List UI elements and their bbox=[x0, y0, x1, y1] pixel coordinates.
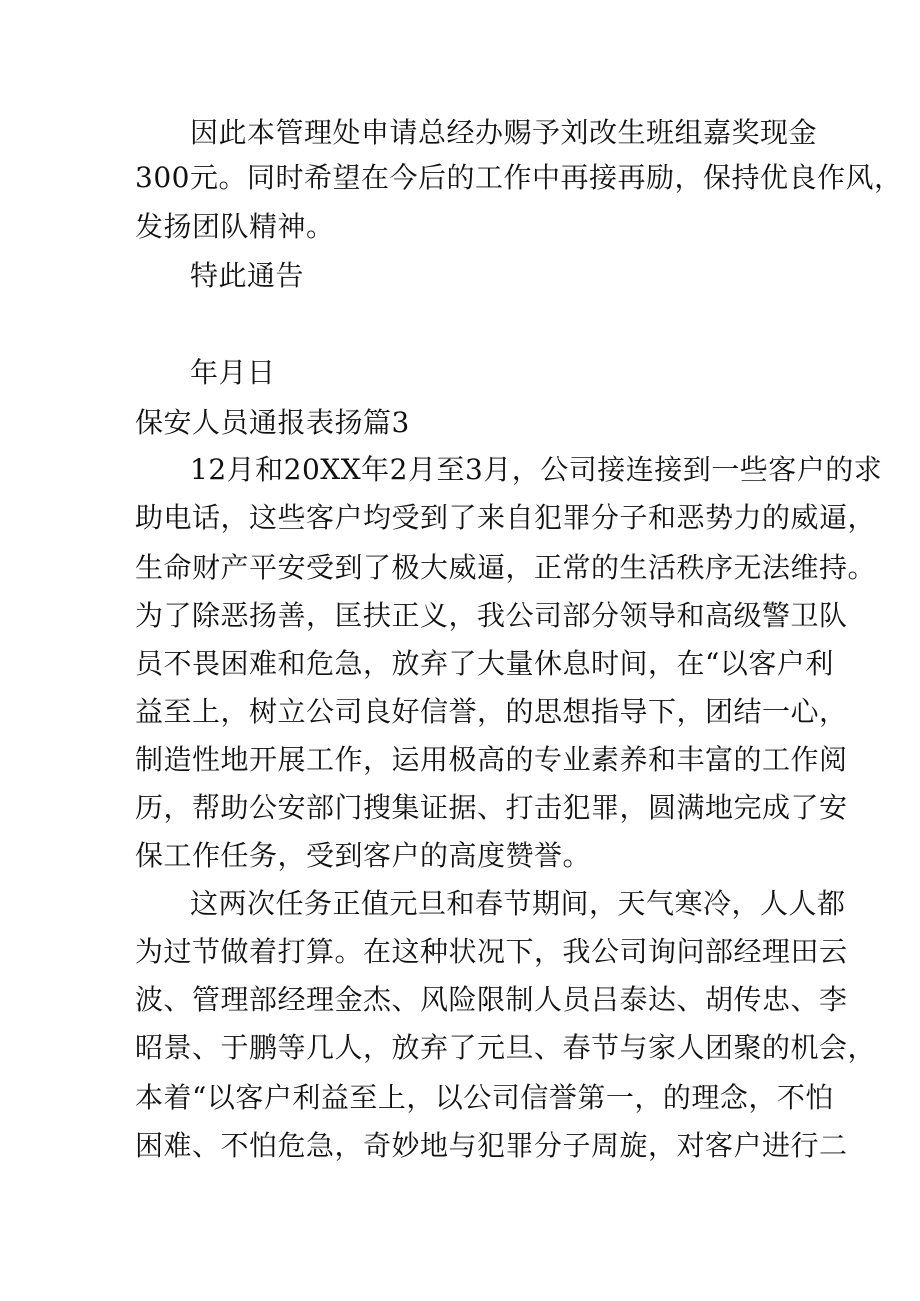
paragraph-line: 300元。同时希望在今后的工作中再接再励，保持优良作风， bbox=[135, 161, 903, 194]
date-line: 年月日 bbox=[190, 356, 276, 389]
section-title: 保安人员通报表扬篇3 bbox=[135, 406, 410, 439]
paragraph-line: 发扬团队精神。 bbox=[135, 210, 335, 243]
paragraph-line: 生命财产平安受到了极大威逼，正常的生活秩序无法维持。 bbox=[135, 551, 877, 584]
paragraph-line: 为过节做着打算。在这种状况下，我公司询问部经理田云 bbox=[135, 935, 848, 968]
paragraph-line: 历，帮助公安部门搜集证据、打击犯罪，圆满地完成了安 bbox=[135, 791, 848, 824]
paragraph-line: 为了除恶扬善，匡扶正义，我公司部分领导和高级警卫队 bbox=[135, 599, 848, 632]
paragraph-line: 助电话，这些客户均受到了来自犯罪分子和恶势力的威逼， bbox=[135, 501, 877, 534]
paragraph-line: 益至上，树立公司良好信誉，的思想指导下，团结一心， bbox=[135, 695, 848, 728]
paragraph-line: 困难、不怕危急，奇妙地与犯罪分子周旋，对客户进行二 bbox=[135, 1129, 848, 1162]
paragraph-line: 员不畏困难和危急，放弃了大量休息时间，在“以客户利 bbox=[135, 647, 834, 680]
closing-line: 特此通告 bbox=[190, 259, 305, 292]
paragraph-line: 这两次任务正值元旦和春节期间，天气寒冷，人人都 bbox=[190, 887, 846, 920]
paragraph-line: 因此本管理处申请总经办赐予刘改生班组嘉奖现金 bbox=[190, 116, 818, 149]
paragraph-line: 波、管理部经理金杰、风险限制人员吕泰达、胡传忠、李 bbox=[135, 983, 848, 1016]
paragraph-line: 昭景、于鹏等几人，放弃了元旦、春节与家人团聚的机会， bbox=[135, 1031, 877, 1064]
paragraph-line: 制造性地开展工作，运用极高的专业素养和丰富的工作阅 bbox=[135, 743, 848, 776]
paragraph-line: 12月和20XX年2月至3月，公司接连接到一些客户的求 bbox=[190, 453, 883, 486]
paragraph-line: 本着“以客户利益至上，以公司信誉第一，的理念，不怕 bbox=[135, 1081, 834, 1114]
paragraph-line: 保工作任务，受到客户的高度赞誉。 bbox=[135, 839, 592, 872]
